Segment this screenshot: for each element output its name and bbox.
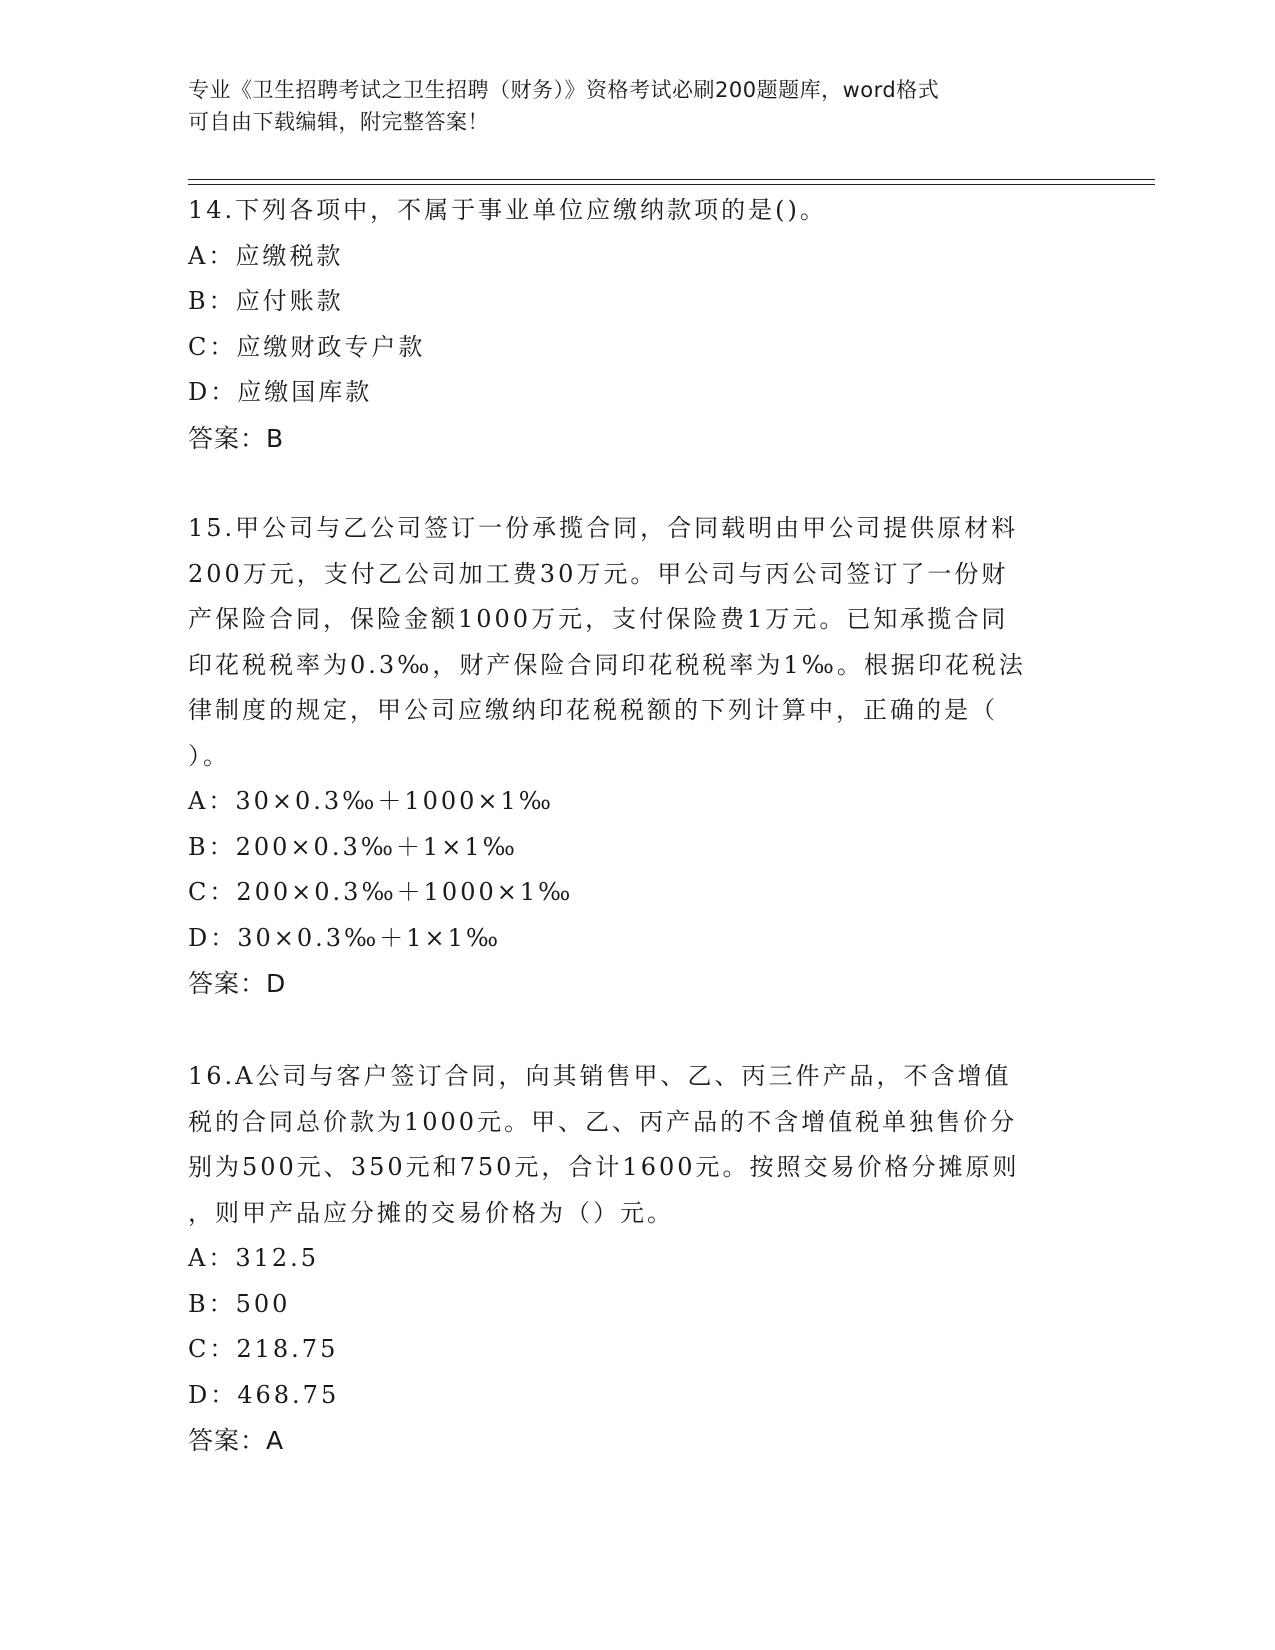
question-16: [188, 1054, 1088, 1464]
question-stem-line: 15.甲公司与乙公司签订一份承揽合同，合同载明由甲公司提供原材料: [188, 514, 1019, 542]
header-line-1: 专业《卫生招聘考试之卫生招聘（财务）》资格考试必刷200题题库，word格式: [188, 78, 940, 102]
question-15: [188, 506, 1088, 1007]
option-d: D：468.75: [188, 1380, 340, 1409]
question-stem-line: 16.A公司与客户签订合同，向其销售甲、乙、丙三件产品，不含增值: [188, 1062, 1012, 1090]
answer-line: 答案：A: [188, 1426, 285, 1455]
option-b: B：200×0.3‰＋1×1‰: [188, 832, 518, 861]
document-header: [188, 74, 1088, 138]
option-c: C：200×0.3‰＋1000×1‰: [188, 878, 574, 906]
question-stem-line: 律制度的规定，甲公司应缴纳印花税税额的下列计算中，正确的是（: [188, 696, 998, 724]
question-stem-line: 200万元，支付乙公司加工费30万元。甲公司与丙公司签订了一份财: [188, 559, 1009, 588]
option-c: C：应缴财政专户款: [188, 332, 426, 361]
option-a: A：30×0.3‰＋1000×1‰: [188, 787, 555, 815]
header-divider-top: [188, 179, 1155, 180]
question-stem-line: 别为500元、350元和750元，合计1600元。按照交易价格分摊原则: [188, 1153, 1020, 1181]
option-d: D：30×0.3‰＋1×1‰: [188, 923, 502, 952]
option-a: A：应缴税款: [188, 241, 344, 270]
option-d: D：应缴国库款: [188, 378, 373, 406]
question-stem-line: ，则甲产品应分摊的交易价格为（）元。: [188, 1198, 674, 1227]
answer-line: 答案：B: [188, 423, 285, 453]
question-stem-line: 印花税税率为0.3‰，财产保险合同印花税税率为1‰。根据印花税法: [188, 650, 1026, 679]
option-b: B：500: [188, 1289, 291, 1318]
answer-line: 答案：D: [188, 969, 287, 998]
header-line-2: 可自由下载编辑，附完整答案！: [188, 110, 489, 134]
question-stem: 14.下列各项中，不属于事业单位应缴纳款项的是()。: [188, 196, 827, 224]
question-14: [188, 188, 1088, 462]
option-c: C：218.75: [188, 1335, 339, 1363]
option-a: A：312.5: [188, 1244, 320, 1272]
question-stem-line: ）。: [188, 741, 230, 770]
header-divider-bottom: [188, 184, 1155, 185]
question-stem-line: 税的合同总价款为1000元。甲、乙、丙产品的不含增值税单独售价分: [188, 1107, 1018, 1136]
question-stem-line: 产保险合同，保险金额1000万元，支付保险费1万元。已知承揽合同: [188, 605, 1009, 633]
option-b: B：应付账款: [188, 287, 344, 315]
